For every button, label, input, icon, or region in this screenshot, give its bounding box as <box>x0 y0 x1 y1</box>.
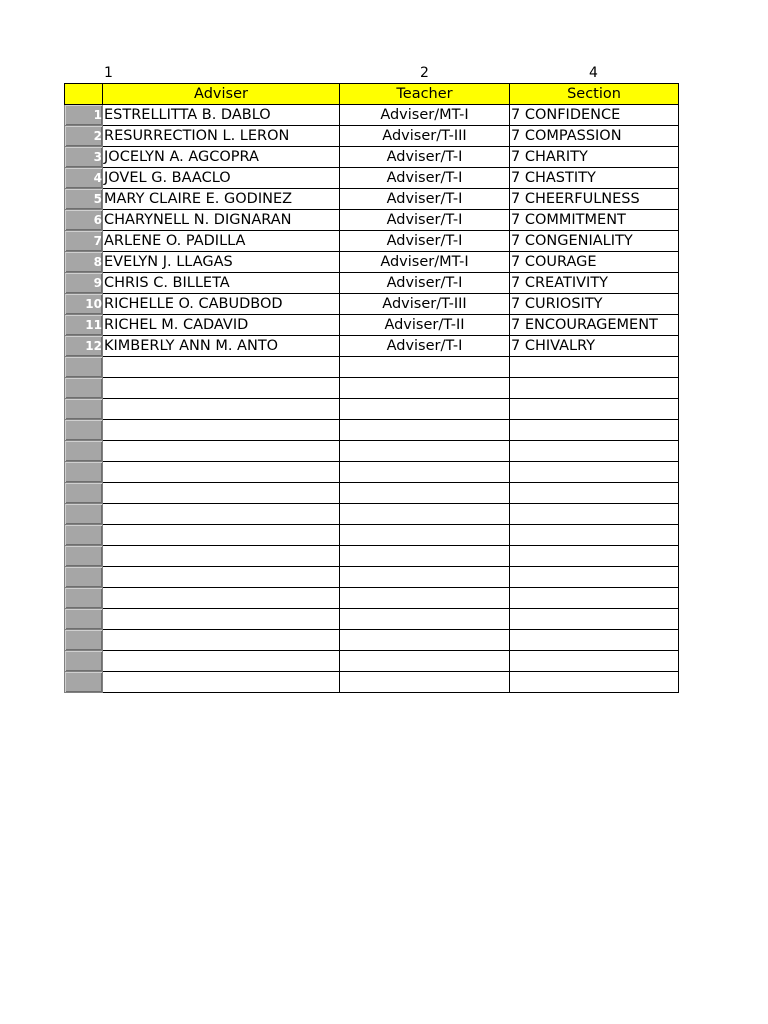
table-row <box>65 672 679 693</box>
table-row <box>65 147 679 168</box>
row-number-cell[interactable] <box>65 546 103 567</box>
adviser-cell[interactable] <box>103 378 340 399</box>
section-cell[interactable] <box>510 441 679 462</box>
table-row <box>65 609 679 630</box>
adviser-cell[interactable]: CHARYNELL N. DIGNARAN <box>103 210 340 231</box>
teacher-cell[interactable]: Adviser/T-I <box>340 189 510 210</box>
row-number-cell[interactable] <box>65 567 103 588</box>
adviser-cell[interactable]: ARLENE O. PADILLA <box>103 231 340 252</box>
table-row <box>65 168 679 189</box>
row-number-cell[interactable]: 1 <box>65 105 103 126</box>
teacher-cell[interactable]: Adviser/T-II <box>340 315 510 336</box>
adviser-cell[interactable] <box>103 483 340 504</box>
teacher-cell[interactable] <box>340 441 510 462</box>
section-cell[interactable] <box>510 588 679 609</box>
teacher-cell[interactable]: Adviser/MT-I <box>340 105 510 126</box>
row-number-cell[interactable] <box>65 357 103 378</box>
header-row <box>65 84 679 105</box>
table-row <box>65 336 679 357</box>
section-cell[interactable]: 7 CHIVALRY <box>510 336 679 357</box>
header-section[interactable]: Section <box>510 84 679 105</box>
section-cell[interactable]: 7 COURAGE <box>510 252 679 273</box>
teacher-cell[interactable] <box>340 567 510 588</box>
section-cell[interactable] <box>510 420 679 441</box>
adviser-cell[interactable]: RICHELLE O. CABUDBOD <box>103 294 340 315</box>
adviser-cell[interactable] <box>103 630 340 651</box>
teacher-cell[interactable] <box>340 504 510 525</box>
column-number-teacher: 2 <box>420 65 429 81</box>
row-number-cell[interactable] <box>65 609 103 630</box>
table-row <box>65 231 679 252</box>
table-row <box>65 420 679 441</box>
adviser-cell[interactable]: EVELYN J. LLAGAS <box>103 252 340 273</box>
adviser-table <box>64 83 679 693</box>
teacher-cell[interactable] <box>340 378 510 399</box>
row-number-cell[interactable]: 4 <box>65 168 103 189</box>
row-number-cell[interactable] <box>65 483 103 504</box>
teacher-cell[interactable] <box>340 525 510 546</box>
table-row <box>65 252 679 273</box>
table-row <box>65 126 679 147</box>
adviser-cell[interactable] <box>103 525 340 546</box>
adviser-cell[interactable] <box>103 441 340 462</box>
row-number-cell[interactable]: 12 <box>65 336 103 357</box>
table-row <box>65 105 679 126</box>
section-cell[interactable] <box>510 546 679 567</box>
teacher-cell[interactable] <box>340 588 510 609</box>
row-number-cell[interactable]: 10 <box>65 294 103 315</box>
teacher-cell[interactable] <box>340 672 510 693</box>
row-number-header <box>65 84 103 105</box>
adviser-cell[interactable] <box>103 588 340 609</box>
row-number-cell[interactable] <box>65 588 103 609</box>
table-row <box>65 525 679 546</box>
section-cell[interactable]: 7 CREATIVITY <box>510 273 679 294</box>
section-cell[interactable]: 7 CONFIDENCE <box>510 105 679 126</box>
table-body <box>65 105 679 693</box>
teacher-cell[interactable]: Adviser/T-I <box>340 210 510 231</box>
teacher-cell[interactable] <box>340 399 510 420</box>
header-teacher[interactable]: Teacher <box>340 84 510 105</box>
column-number-adviser: 1 <box>104 65 113 81</box>
section-cell[interactable] <box>510 567 679 588</box>
adviser-cell[interactable] <box>103 420 340 441</box>
table-row <box>65 651 679 672</box>
adviser-cell[interactable]: JOVEL G. BAACLO <box>103 168 340 189</box>
table-row <box>65 315 679 336</box>
section-cell[interactable]: 7 CHASTITY <box>510 168 679 189</box>
adviser-cell[interactable]: RESURRECTION L. LERON <box>103 126 340 147</box>
section-cell[interactable] <box>510 630 679 651</box>
column-number-section: 4 <box>589 65 598 81</box>
adviser-cell[interactable] <box>103 567 340 588</box>
section-cell[interactable]: 7 CHEERFULNESS <box>510 189 679 210</box>
teacher-cell[interactable]: Adviser/T-I <box>340 147 510 168</box>
table-row <box>65 273 679 294</box>
section-cell[interactable]: 7 CHARITY <box>510 147 679 168</box>
adviser-cell[interactable] <box>103 462 340 483</box>
teacher-cell[interactable] <box>340 651 510 672</box>
row-number-cell[interactable] <box>65 399 103 420</box>
section-cell[interactable] <box>510 609 679 630</box>
table-row <box>65 357 679 378</box>
teacher-cell[interactable] <box>340 420 510 441</box>
section-cell[interactable] <box>510 462 679 483</box>
teacher-cell[interactable] <box>340 546 510 567</box>
table-row <box>65 462 679 483</box>
section-cell[interactable] <box>510 357 679 378</box>
row-number-cell[interactable] <box>65 504 103 525</box>
teacher-cell[interactable]: Adviser/T-I <box>340 168 510 189</box>
table-row <box>65 189 679 210</box>
row-number-cell[interactable]: 8 <box>65 252 103 273</box>
table-row <box>65 567 679 588</box>
teacher-cell[interactable]: Adviser/T-III <box>340 294 510 315</box>
section-cell[interactable]: 7 COMMITMENT <box>510 210 679 231</box>
row-number-cell[interactable]: 6 <box>65 210 103 231</box>
teacher-cell[interactable]: Adviser/T-I <box>340 231 510 252</box>
section-cell[interactable] <box>510 651 679 672</box>
adviser-cell[interactable] <box>103 357 340 378</box>
row-number-cell[interactable]: 2 <box>65 126 103 147</box>
teacher-cell[interactable] <box>340 462 510 483</box>
row-number-cell[interactable]: 5 <box>65 189 103 210</box>
teacher-cell[interactable] <box>340 483 510 504</box>
section-cell[interactable]: 7 COMPASSION <box>510 126 679 147</box>
row-number-cell[interactable] <box>65 441 103 462</box>
adviser-cell[interactable]: JOCELYN A. AGCOPRA <box>103 147 340 168</box>
row-number-cell[interactable] <box>65 672 103 693</box>
adviser-cell[interactable] <box>103 651 340 672</box>
row-number-cell[interactable] <box>65 651 103 672</box>
adviser-cell[interactable] <box>103 504 340 525</box>
row-number-cell[interactable]: 7 <box>65 231 103 252</box>
row-number-cell[interactable] <box>65 378 103 399</box>
row-number-cell[interactable] <box>65 525 103 546</box>
section-cell[interactable] <box>510 672 679 693</box>
section-cell[interactable] <box>510 483 679 504</box>
adviser-cell[interactable]: CHRIS C. BILLETA <box>103 273 340 294</box>
teacher-cell[interactable] <box>340 357 510 378</box>
section-cell[interactable] <box>510 525 679 546</box>
row-number-cell[interactable]: 11 <box>65 315 103 336</box>
teacher-cell[interactable]: Adviser/T-III <box>340 126 510 147</box>
table-row <box>65 441 679 462</box>
teacher-cell[interactable]: Adviser/MT-I <box>340 252 510 273</box>
adviser-cell[interactable] <box>103 546 340 567</box>
row-number-cell[interactable]: 9 <box>65 273 103 294</box>
adviser-cell[interactable] <box>103 672 340 693</box>
adviser-cell[interactable]: MARY CLAIRE E. GODINEZ <box>103 189 340 210</box>
row-number-cell[interactable] <box>65 630 103 651</box>
table-row <box>65 588 679 609</box>
row-number-cell[interactable] <box>65 462 103 483</box>
adviser-cell[interactable]: KIMBERLY ANN M. ANTO <box>103 336 340 357</box>
section-cell[interactable] <box>510 504 679 525</box>
table-row <box>65 630 679 651</box>
adviser-cell[interactable] <box>103 609 340 630</box>
table-row <box>65 483 679 504</box>
teacher-cell[interactable]: Adviser/T-I <box>340 273 510 294</box>
table-row <box>65 399 679 420</box>
section-cell[interactable]: 7 ENCOURAGEMENT <box>510 315 679 336</box>
section-cell[interactable] <box>510 399 679 420</box>
adviser-cell[interactable] <box>103 399 340 420</box>
header-adviser[interactable]: Adviser <box>103 84 340 105</box>
adviser-cell[interactable]: ESTRELLITTA B. DABLO <box>103 105 340 126</box>
section-cell[interactable] <box>510 378 679 399</box>
table-row <box>65 504 679 525</box>
table-row <box>65 294 679 315</box>
section-cell[interactable]: 7 CONGENIALITY <box>510 231 679 252</box>
table-row <box>65 210 679 231</box>
section-cell[interactable]: 7 CURIOSITY <box>510 294 679 315</box>
table-row <box>65 546 679 567</box>
teacher-cell[interactable] <box>340 609 510 630</box>
row-number-cell[interactable] <box>65 420 103 441</box>
teacher-cell[interactable] <box>340 630 510 651</box>
table-row <box>65 378 679 399</box>
adviser-cell[interactable]: RICHEL M. CADAVID <box>103 315 340 336</box>
teacher-cell[interactable]: Adviser/T-I <box>340 336 510 357</box>
row-number-cell[interactable]: 3 <box>65 147 103 168</box>
